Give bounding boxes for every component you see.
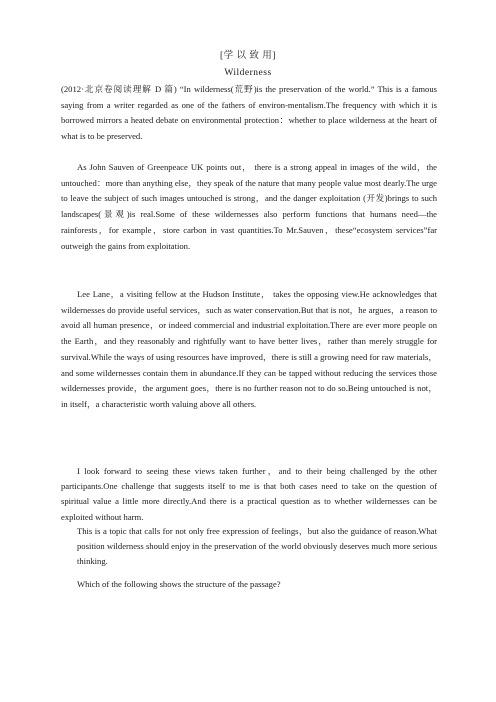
paragraph-lane	[61, 287, 437, 413]
paragraph-text: This is a topic that calls for not only free expression of feelings，but also the guidance of reason.What position wilderness should enjoy in the preservation of the world obviously deserves much more serious thinking.	[77, 526, 437, 567]
paragraph-conclusion	[61, 524, 437, 570]
paragraph-text: Lee Lane，a visiting fellow at the Hudson Institute， takes the opposing view.He acknowledges that wildernesses do provide useful services，such as water conservation.But that is not，he argues，a reason to avoid all human presence，or indeed commercial and industrial exploitation.There are ever more people on the Earth，and they reasonably and rightfully want to have better lives，rather than merely struggle for survival.While the ways of using resources have improved，there is still a growing need for raw materials，and some wildernesses contain them in abundance.If they can be tapped without reducing the services those wildernesses provide，the argument goes，there is no further reason not to do so.Being untouched is not，in itself，a characteristic worth valuing above all others.	[61, 289, 437, 409]
paragraph-text: As John Sauven of Greenpeace UK points out， there is a strong appeal in images of the wild，the untouched：more than anything else，they speak of the nature that many people value most dearly.The urge to leave the subject of such images untouched is strong，and the danger exploitation (开发)brings to such landscapes(景观)is real.Some of these wildernesses also perform functions that humans need—the rainforests，for example，store carbon in vast quantities.To Mr.Sauven，these“ecosystem services”far outweigh the gains from exploitation.	[61, 162, 437, 251]
paragraph-author-view	[61, 464, 437, 525]
paragraph-text: I look forward to seeing these views taken further，and to their being challenged by the other participants.One challenge that suggests itself to me is that both cases need to take on the question of spiritual value a little more directly.And there is a practical question as to whether wildernesses can be exploited without harm.	[61, 466, 437, 522]
section-header: [学 以 致 用]	[220, 51, 276, 61]
question-stem: Which of the following shows the structure of the passage?	[77, 579, 281, 589]
paragraph-sauven	[61, 160, 437, 254]
passage-title: Wilderness	[224, 68, 272, 78]
paragraph-text: (2012·北京卷阅读理解 D 篇) “In wilderness(荒野)is the preservation of the world.” This is a famous saying from a writer regarded as one of the fathers of environ-mentalism.The frequency with which it is borrowed mirrors a heated debate on environmental protection：whether to place wilderness at the heart of what is to be preserved.	[61, 84, 437, 142]
question-text	[61, 577, 437, 592]
paragraph-intro	[61, 82, 437, 145]
